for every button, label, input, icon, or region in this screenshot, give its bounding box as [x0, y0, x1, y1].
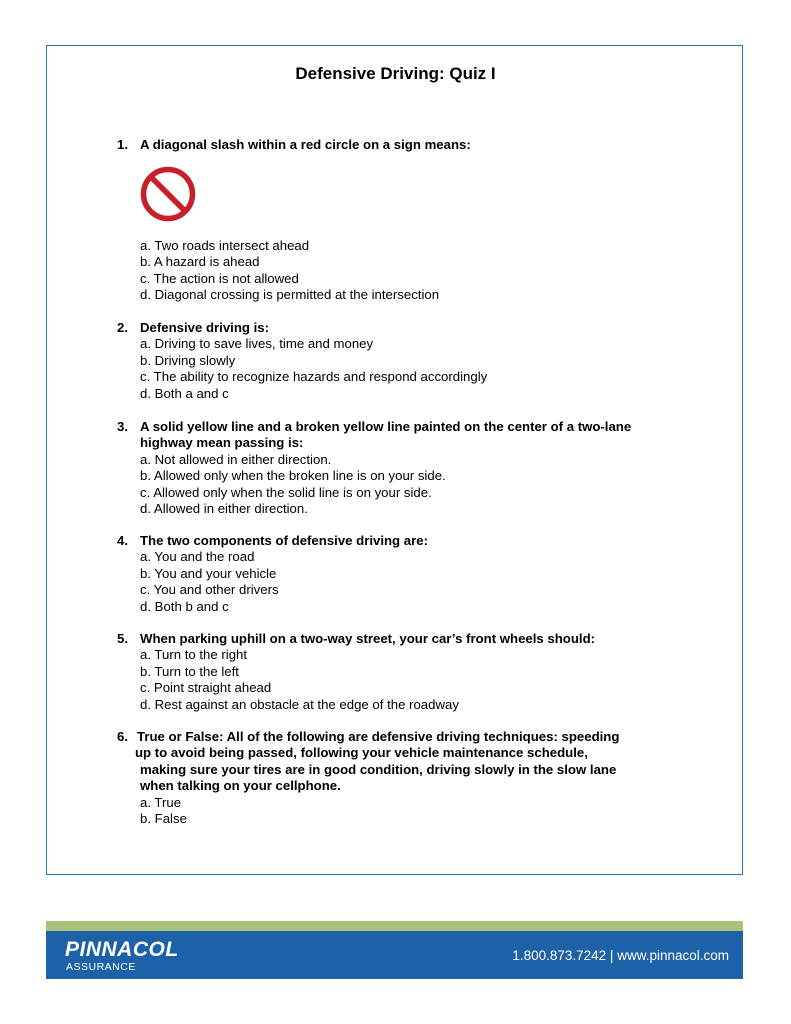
answer-option: d. Diagonal crossing is permitted at the intersection — [140, 287, 440, 303]
question-stem — [117, 320, 697, 336]
question-stem — [117, 729, 697, 745]
question-text: A solid yellow line and a broken yellow line painted on the center of a two-lane — [140, 419, 632, 434]
question-text: When parking uphill on a two-way street, your car’s front wheels should: — [140, 631, 596, 646]
question-1-options — [117, 238, 697, 304]
question-text: making sure your tires are in good condition, driving slowly in the slow lane — [140, 761, 617, 777]
answer-option: c. Allowed only when the solid line is on your side. — [140, 484, 432, 500]
question-number: 1. — [117, 137, 128, 152]
prohibition-sign-icon — [140, 166, 196, 222]
question-2 — [117, 320, 697, 402]
answer-option: a. True — [140, 794, 182, 810]
answer-option: b. False — [140, 811, 187, 827]
question-stem — [117, 137, 697, 153]
answer-option: c. The action is not allowed — [140, 270, 299, 286]
company-logo: PINNACOL — [65, 938, 179, 961]
answer-option: d. Rest against an obstacle at the edge of the roadway — [140, 696, 459, 712]
question-4 — [117, 533, 697, 615]
answer-option: a. Not allowed in either direction. — [140, 451, 332, 467]
question-number: 2. — [117, 320, 128, 335]
page-title: Defensive Driving: Quiz I — [295, 64, 496, 83]
question-text: when talking on your cellphone. — [140, 778, 341, 794]
answer-option: d. Both a and c — [140, 385, 229, 401]
answer-option: b. You and your vehicle — [140, 565, 277, 581]
question-text: highway mean passing is: — [140, 435, 304, 451]
question-1 — [117, 137, 697, 153]
answer-option: b. Allowed only when the broken line is on your side. — [140, 468, 446, 484]
answer-option: b. Driving slowly — [140, 352, 236, 368]
answer-option: a. Driving to save lives, time and money — [140, 336, 374, 352]
question-stem — [117, 419, 697, 435]
contact-info: 1.800.873.7242 | www.pinnacol.com — [512, 948, 729, 963]
answer-option: c. The ability to recognize hazards and respond accordingly — [140, 369, 488, 385]
question-6 — [117, 729, 697, 827]
question-stem — [117, 631, 697, 647]
answer-option: d. Allowed in either direction. — [140, 501, 308, 517]
question-text: True or False: All of the following are defensive driving techniques: speeding — [137, 729, 620, 744]
answer-option: d. Both b and c — [140, 598, 229, 614]
question-text: A diagonal slash within a red circle on a sign means: — [140, 137, 471, 152]
question-text: Defensive driving is: — [140, 320, 269, 335]
question-number: 6. — [117, 729, 128, 744]
footer-bar — [46, 931, 743, 979]
question-stem — [117, 533, 697, 549]
answer-option: c. Point straight ahead — [140, 680, 272, 696]
answer-option: a. Two roads intersect ahead — [140, 238, 310, 253]
question-5 — [117, 631, 697, 713]
question-text: up to avoid being passed, following your vehicle maintenance schedule, — [135, 745, 588, 761]
answer-option: a. Turn to the right — [140, 647, 248, 663]
company-logo-subtitle: ASSURANCE — [66, 961, 136, 973]
answer-option: a. You and the road — [140, 549, 255, 565]
footer-accent-stripe — [46, 921, 743, 931]
answer-option: c. You and other drivers — [140, 582, 279, 598]
question-3 — [117, 419, 697, 517]
question-number: 5. — [117, 631, 128, 646]
question-text: The two components of defensive driving are: — [140, 533, 428, 548]
answer-option: b. A hazard is ahead — [140, 254, 260, 270]
answer-option: b. Turn to the left — [140, 663, 239, 679]
question-number: 3. — [117, 419, 128, 434]
question-number: 4. — [117, 533, 128, 548]
